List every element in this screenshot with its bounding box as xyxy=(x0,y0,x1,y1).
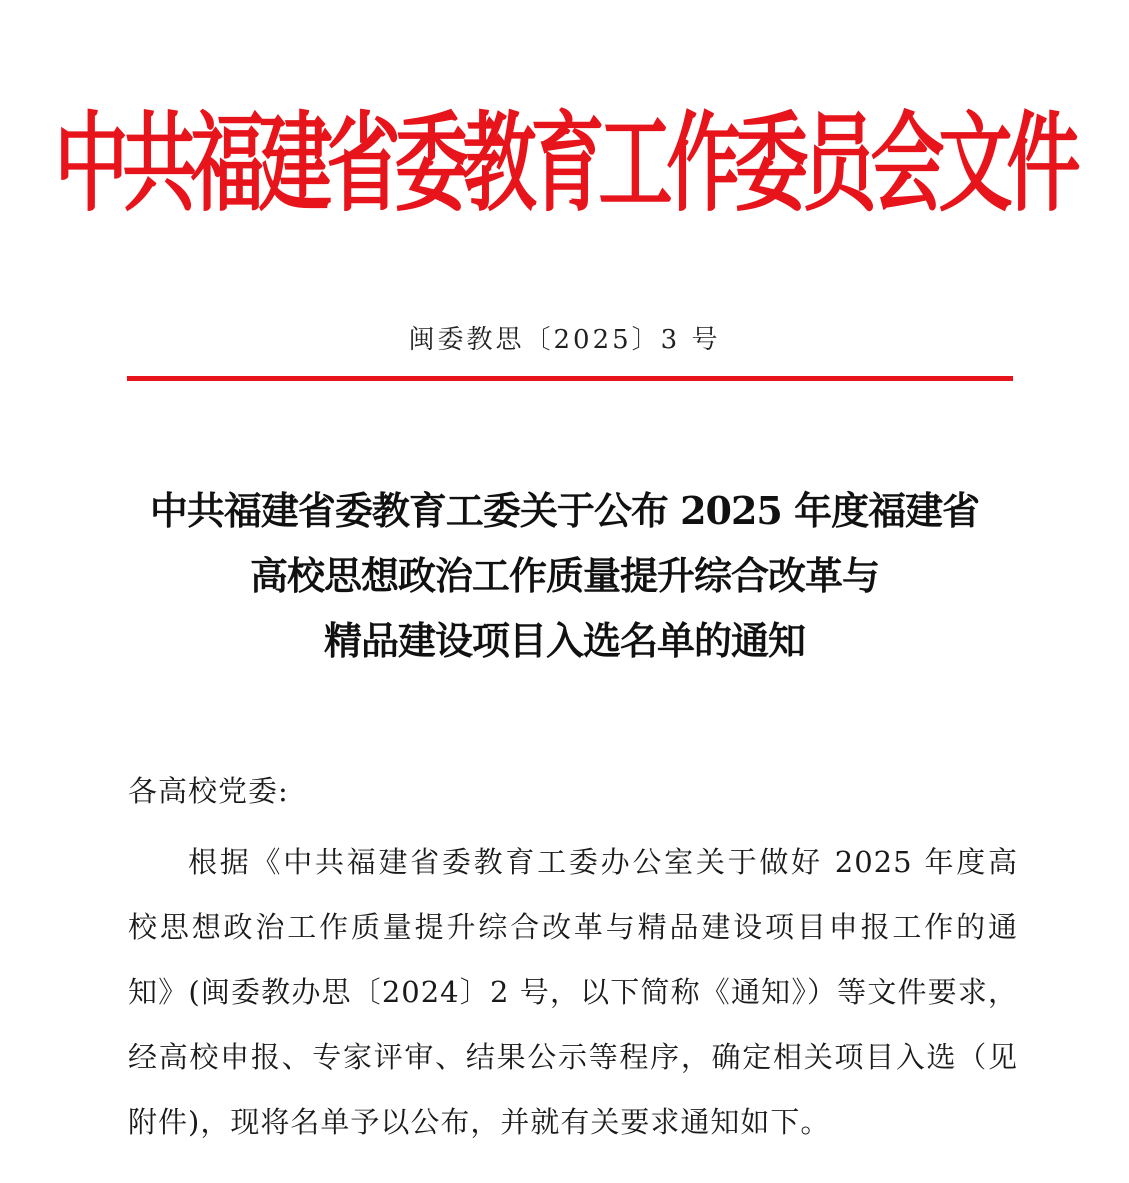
body-line: 知》(闽委教办思〔2024〕2 号，以下简称《通知》）等文件要求， xyxy=(128,975,1018,1009)
body-line: 校思想政治工作质量提升综合改革与精品建设项目申报工作的通 xyxy=(128,910,1018,944)
document-masthead: 中共福建省委教育工作委员会文件 xyxy=(54,101,1075,227)
body-line: 附件)，现将名单予以公布，并就有关要求通知如下。 xyxy=(128,1105,831,1139)
notice-title-line-1: 中共福建省委教育工委关于公布 2025 年度福建省 xyxy=(149,488,980,533)
document-number: 闽委教思〔2025〕3 号 xyxy=(408,325,721,355)
body-paragraph xyxy=(128,830,1018,1155)
notice-title-line-2: 高校思想政治工作质量提升综合改革与 xyxy=(249,553,879,598)
notice-title-line-3: 精品建设项目入选名单的通知 xyxy=(323,618,805,663)
salutation: 各高校党委: xyxy=(128,774,289,808)
body-line: 经高校申报、专家评审、结果公示等程序，确定相关项目入选（见 xyxy=(128,1040,1018,1074)
notice-title xyxy=(100,478,1029,673)
body-line: 根据《中共福建省委教育工委办公室关于做好 2025 年度高 xyxy=(188,845,1018,879)
red-divider-rule xyxy=(127,376,1013,381)
